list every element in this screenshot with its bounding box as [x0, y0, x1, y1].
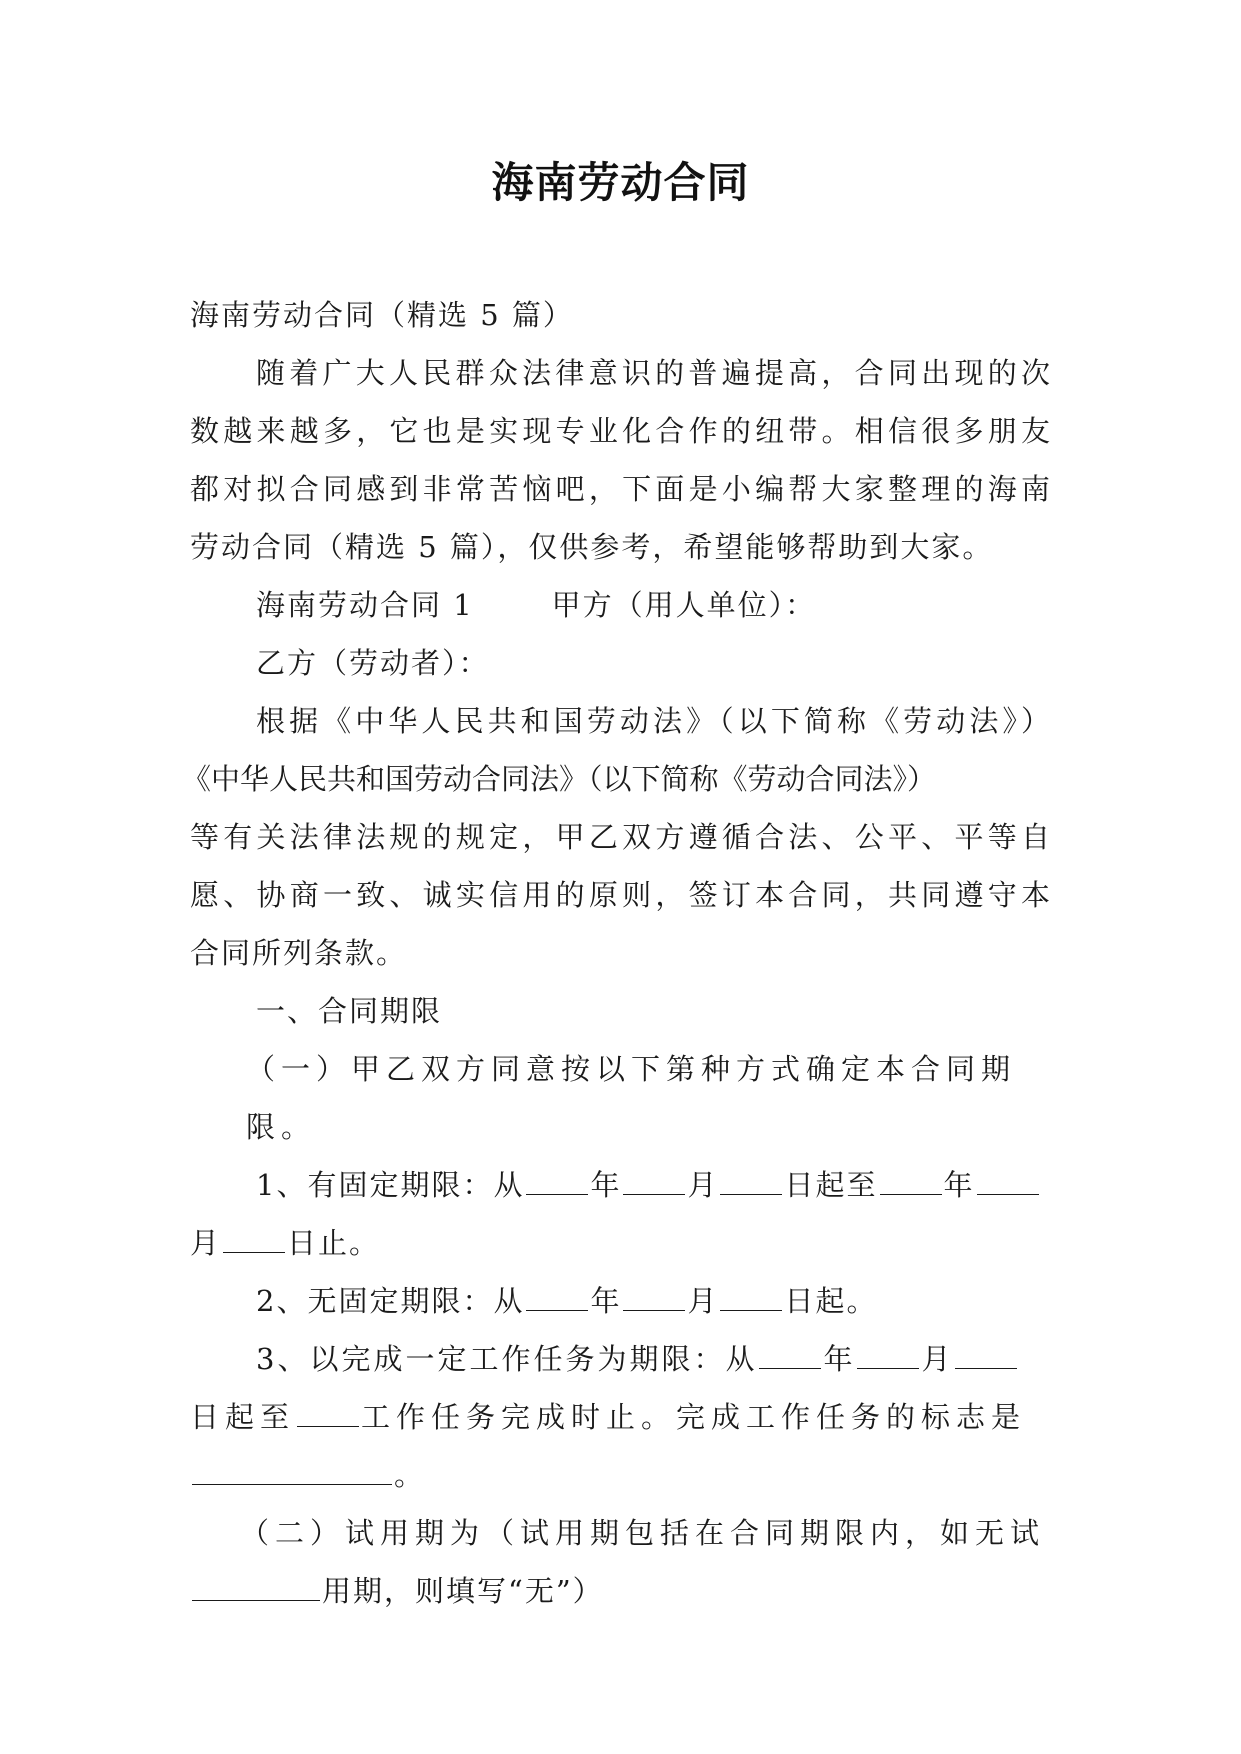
day-end-label: 日止。: [287, 1226, 381, 1260]
intro-line: 都对拟合同感到非常苦恼吧，下面是小编帮大家整理的海南: [190, 472, 1052, 506]
clause-sub-heading: （一）甲乙双方同意按以下第种方式确定本合同期限。: [246, 1052, 1017, 1144]
year-label: 年: [943, 1168, 975, 1202]
year-label: 年: [590, 1168, 622, 1202]
day-label: 日起。: [784, 1284, 878, 1318]
year-blank[interactable]: [880, 1168, 942, 1195]
item-3-line: [190, 1330, 1052, 1388]
day-from-label: 日起至: [784, 1168, 878, 1202]
item-2-prefix: 2、无固定期限：从: [256, 1284, 525, 1318]
item-3-rest: 工作任务完成时止。完成工作任务的标志是: [361, 1400, 1027, 1434]
year-blank[interactable]: [526, 1284, 588, 1311]
intro-paragraph-cont: [190, 402, 1052, 576]
day-blank[interactable]: [720, 1284, 782, 1311]
month-label: 月: [190, 1226, 222, 1260]
document-title: 海南劳动合同: [491, 158, 750, 207]
year-blank[interactable]: [526, 1168, 588, 1195]
task-blank[interactable]: [297, 1400, 359, 1427]
section-heading-line: [190, 576, 1052, 634]
preamble-line: 根据《中华人民共和国劳动法》（以下简称《劳动法》）: [256, 704, 1052, 738]
party-b-label: 乙方（劳动者）：: [256, 646, 490, 680]
preamble-line: 合同所列条款。: [190, 936, 408, 970]
probation-line-cont: [190, 1562, 1052, 1620]
year-label: 年: [590, 1284, 622, 1318]
item-3-end: 。: [394, 1458, 426, 1492]
item-1-prefix: 1、有固定期限：从: [256, 1168, 525, 1202]
item-3-line-end: [190, 1446, 1052, 1504]
clause-heading: 一、合同期限: [256, 994, 443, 1028]
month-blank[interactable]: [857, 1342, 919, 1369]
completion-mark-blank[interactable]: [192, 1458, 392, 1485]
item-3-prefix: 3、以完成一定工作任务为期限：从: [256, 1342, 758, 1376]
month-label: 月: [687, 1168, 719, 1202]
intro-line: 劳动合同（精选 5 篇），仅供参考，希望能够帮助到大家。: [190, 530, 994, 564]
month-blank[interactable]: [623, 1168, 685, 1195]
month-blank[interactable]: [977, 1168, 1039, 1195]
probation-blank[interactable]: [192, 1574, 320, 1601]
day-from-label: 日起至: [190, 1400, 296, 1434]
year-blank[interactable]: [759, 1342, 821, 1369]
item-1-line-cont: [190, 1214, 1052, 1272]
month-label: 月: [921, 1342, 954, 1376]
day-blank[interactable]: [955, 1342, 1017, 1369]
probation-note: 用期，则填写“无”）: [322, 1574, 604, 1608]
party-a-label: 甲方（用人单位）：: [551, 588, 817, 622]
preamble-line: 《中华人民共和国劳动合同法》（以下简称《劳动合同法》）: [182, 762, 937, 796]
party-b-line: [190, 634, 1052, 692]
document-body: [182, 286, 1052, 1620]
item-3-line-cont: [190, 1388, 1052, 1446]
month-label: 月: [687, 1284, 719, 1318]
section-heading: 海南劳动合同 1: [256, 588, 474, 622]
document-subtitle: 海南劳动合同（精选 5 篇）: [190, 298, 574, 332]
intro-line: 数越来越多，它也是实现专业化合作的纽带。相信很多朋友: [190, 414, 1052, 448]
preamble-line: 等有关法律法规的规定，甲乙双方遵循合法、公平、平等自: [190, 820, 1052, 854]
month-blank[interactable]: [623, 1284, 685, 1311]
item-2-line: [190, 1272, 1052, 1330]
day-blank[interactable]: [720, 1168, 782, 1195]
item-1-line: [190, 1156, 1052, 1214]
intro-line: 随着广大人民群众法律意识的普遍提高，合同出现的次: [256, 356, 1052, 390]
preamble-line: 愿、协商一致、诚实信用的原则，签订本合同，共同遵守本: [190, 878, 1052, 912]
year-label: 年: [823, 1342, 856, 1376]
intro-paragraph: [190, 344, 1052, 402]
probation-line: （二）试用期为（试用期包括在合同期限内，如无试: [240, 1516, 1046, 1550]
day-blank[interactable]: [223, 1226, 285, 1253]
preamble-paragraph-cont: [182, 750, 1052, 982]
preamble-paragraph: [190, 692, 1052, 750]
